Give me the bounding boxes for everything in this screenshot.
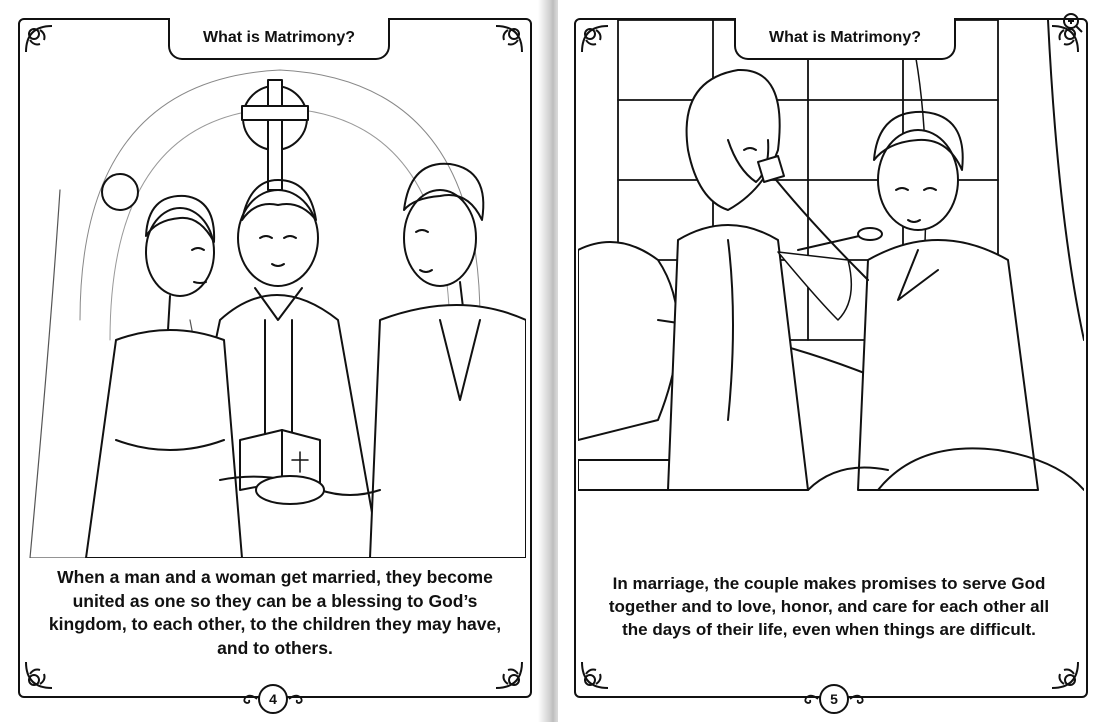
left-page <box>0 0 548 722</box>
swirl-ornament-icon <box>849 692 865 706</box>
page-caption: In marriage, the couple makes promises to serve God together and to love, honor, and care for each other all the days of their life, even when things are difficult. <box>608 574 1050 639</box>
swirl-ornament-icon <box>288 692 304 706</box>
corner-ornament-icon <box>22 22 56 56</box>
page-title-tab <box>168 18 390 60</box>
page-number-badge <box>238 684 308 714</box>
page-title-tab <box>734 18 956 60</box>
page-title: What is Matrimony? <box>202 29 355 46</box>
corner-ornament-icon <box>578 22 612 56</box>
page-caption: When a man and a woman get married, they become united as one so they can be a blessing to God’s kingdom, to each other, to the children they may have, and to others. <box>48 567 502 658</box>
page-number: 5 <box>819 684 849 714</box>
zoom-in-button[interactable] <box>1058 8 1088 38</box>
page-title: What is Matrimony? <box>768 29 921 46</box>
page-number-badge <box>799 684 869 714</box>
wedding-illustration <box>20 20 526 558</box>
corner-ornament-icon <box>1048 658 1082 692</box>
corner-ornament-icon <box>578 658 612 692</box>
corner-ornament-icon <box>22 658 56 692</box>
caring-couple-illustration <box>578 20 1084 558</box>
right-page <box>558 0 1100 722</box>
page-number: 4 <box>258 684 288 714</box>
corner-ornament-icon <box>492 22 526 56</box>
corner-ornament-icon <box>492 658 526 692</box>
zoom-in-icon <box>1061 11 1085 35</box>
swirl-ornament-icon <box>242 692 258 706</box>
swirl-ornament-icon <box>803 692 819 706</box>
